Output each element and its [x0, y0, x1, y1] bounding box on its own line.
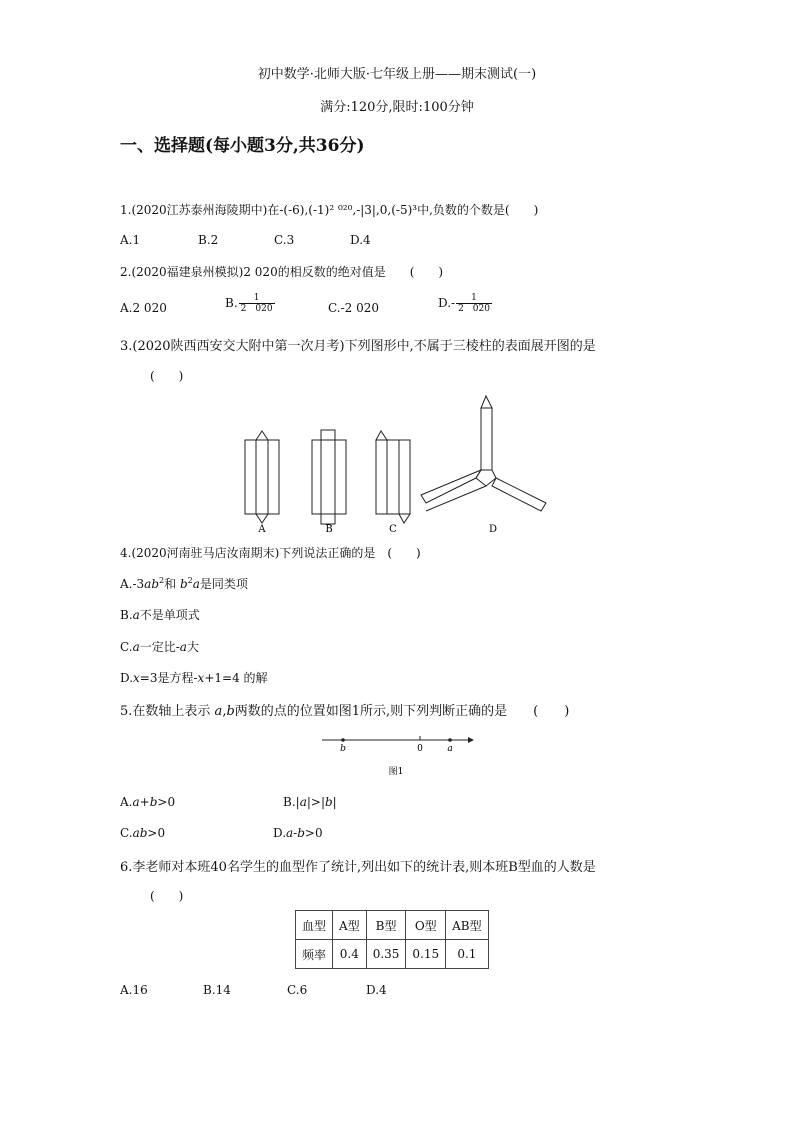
table-cell: A型	[333, 911, 367, 940]
fraction-numerator: 1	[456, 293, 492, 304]
question-1-stem: 1.(2020江苏泰州海陵期中)在-(-6),(-1)² ⁰²⁰,-|3|,0,(-5)³中,负数的个数是( )	[120, 203, 539, 217]
q4-option-a: $A.-3ab^2$和 $b^2a$是同类项	[120, 576, 248, 591]
q4-option-d: D.x=3是方程-x+1=4 的解	[120, 671, 268, 685]
prism-nets-figure	[230, 390, 570, 540]
q6-option-c: C.6	[287, 983, 308, 997]
q1-option-c: C.3	[274, 233, 295, 247]
figure-1-caption: 图1	[388, 767, 404, 777]
net-a	[245, 431, 279, 523]
net-label-b: B	[325, 524, 333, 535]
q2-option-d-fraction	[456, 293, 492, 314]
q2-option-d	[438, 293, 493, 314]
table-cell: AB型	[446, 911, 489, 940]
section-heading: 一、选择题(每小题3分,共36分)	[120, 136, 365, 156]
q5-option-b: B.|a|>|b|	[283, 795, 337, 809]
point-a-label: a	[447, 744, 453, 754]
zero-label: 0	[417, 744, 423, 754]
net-b	[312, 430, 346, 524]
doc-title: 初中数学·北师大版·七年级上册——期末测试(一)	[257, 67, 537, 82]
net-label-c: C	[389, 524, 397, 535]
fraction-denominator: 2 020	[458, 304, 490, 314]
table-cell: 0.4	[333, 940, 367, 969]
table-cell: 0.15	[406, 940, 446, 969]
q1-option-d: D.4	[350, 233, 371, 247]
arrow-right-icon	[468, 737, 474, 743]
q4-option-c: C.a一定比-a大	[120, 640, 199, 654]
q6-option-d: D.4	[366, 983, 387, 997]
net-label-d: D	[488, 524, 498, 535]
table-cell: 0.35	[366, 940, 406, 969]
q6-option-a: A.16	[120, 983, 148, 997]
net-label-a: A	[258, 524, 266, 535]
table-cell: B型	[366, 911, 406, 940]
table-cell: O型	[406, 911, 446, 940]
table-cell: 频率	[296, 940, 333, 969]
q1-option-b: B.2	[198, 233, 219, 247]
question-5-stem: 5.在数轴上表示 a,b两数的点的位置如图1所示,则下列判断正确的是 ( )	[120, 704, 570, 719]
number-line-figure	[318, 730, 478, 790]
point-b	[341, 738, 345, 742]
q1-option-a: A.1	[120, 233, 141, 247]
q5-option-d: D.a-b>0	[273, 826, 323, 840]
q2-option-b-fraction	[239, 293, 275, 314]
doc-subtitle: 满分:120分,限时:100分钟	[320, 100, 474, 115]
table-cell: 血型	[296, 911, 333, 940]
question-2-stem: 2.(2020福建泉州模拟)2 020的相反数的绝对值是 ( )	[120, 265, 444, 279]
question-4-stem: 4.(2020河南驻马店汝南期末)下列说法正确的是 ( )	[120, 546, 421, 560]
question-6-paren: ( )	[150, 889, 184, 903]
question-3-stem: 3.(2020陕西西安交大附中第一次月考)下列图形中,不属于三棱柱的表面展开图的是	[120, 339, 596, 354]
table-row	[296, 940, 489, 969]
q4-option-b: B.a不是单项式	[120, 608, 200, 622]
q2-option-b	[225, 293, 276, 314]
point-b-label: b	[340, 744, 346, 754]
table-row	[296, 911, 489, 940]
question-6-stem: 6.李老师对本班40名学生的血型作了统计,列出如下的统计表,则本班B型血的人数是	[120, 860, 596, 875]
q2-option-c: C.-2 020	[328, 301, 379, 315]
q2-option-b-prefix: B.	[225, 296, 238, 310]
fraction-numerator: 1	[239, 293, 275, 304]
fraction-denominator: 2 020	[240, 304, 273, 314]
question-3-paren: ( )	[150, 369, 184, 383]
blood-type-table	[295, 910, 489, 969]
table-cell: 0.1	[446, 940, 489, 969]
q5-option-a: A.a+b>0	[120, 795, 176, 809]
point-a	[448, 738, 452, 742]
net-c	[376, 431, 410, 523]
q2-option-d-prefix: D.-	[438, 296, 456, 310]
net-d	[421, 396, 546, 511]
q6-option-b: B.14	[203, 983, 231, 997]
q2-option-a: A.2 020	[120, 301, 167, 315]
q5-option-c: C.ab>0	[120, 826, 166, 840]
